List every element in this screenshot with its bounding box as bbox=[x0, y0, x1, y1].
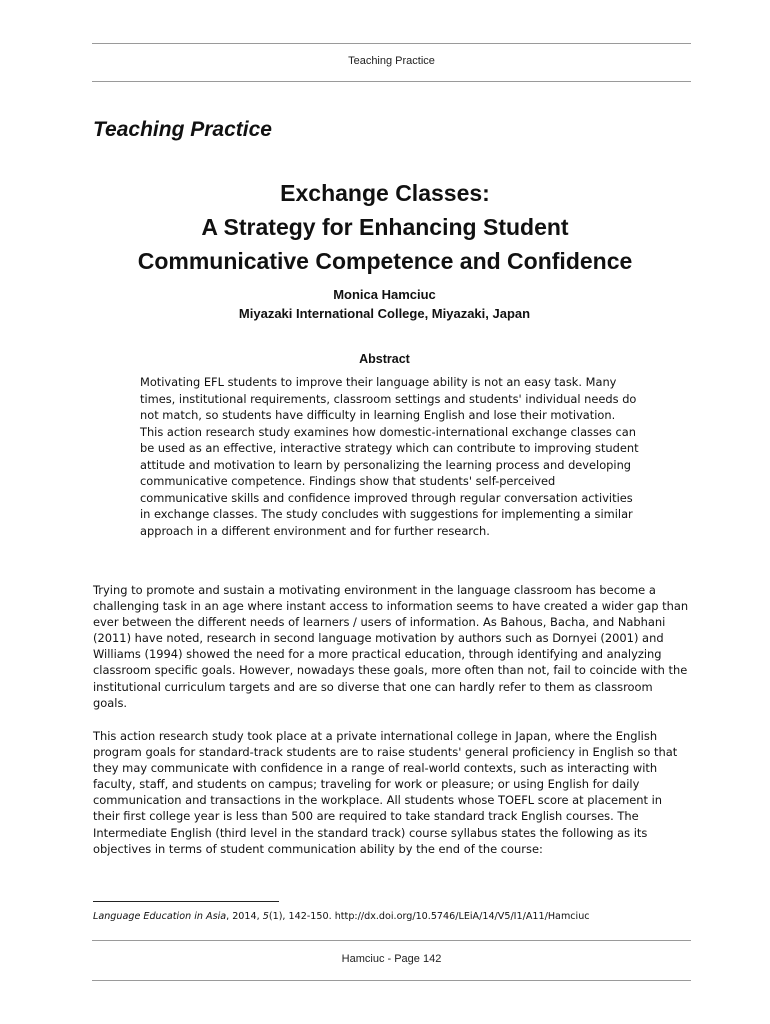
article-title bbox=[70, 176, 700, 278]
footnote-volume: 5 bbox=[262, 911, 269, 922]
title-line-2: A Strategy for Enhancing Student bbox=[201, 214, 569, 240]
journal-name: Language Education in Asia bbox=[93, 911, 227, 922]
footer-top-rule bbox=[92, 940, 691, 941]
citation-footnote bbox=[93, 911, 689, 922]
title-line-3: Communicative Competence and Confidence bbox=[137, 248, 633, 274]
author-name: Monica Hamciuc bbox=[333, 287, 436, 302]
footer-bottom-rule bbox=[92, 980, 691, 981]
page-footer: Hamciuc - Page 142 bbox=[341, 953, 442, 965]
header-bottom-rule bbox=[92, 81, 691, 82]
body-paragraph-1: Trying to promote and sustain a motivating environment in the language classroom has become a challenging task in an age where instant access to information seems to have created a wider gap than ever between the different needs of learners / users of information. As Bahous, Bacha, and Nabhani (2011) have noted, research in second language motivation by authors such as Dornyei (2001) and Williams (1994) showed the need for a more practical education, through identifying and analyzing classroom specific goals. However, nowadays these goals, more often than not, fail to coincide with the institutional curriculum targets and are so diverse that one can hardly refer to them as classroom goals. bbox=[93, 583, 689, 710]
footnote-doi: (1), 142-150. http://dx.doi.org/10.5746/LEiA/14/V5/I1/A11/Hamciuc bbox=[268, 911, 590, 922]
author-block bbox=[92, 285, 677, 323]
abstract-heading: Abstract bbox=[359, 352, 410, 366]
running-header: Teaching Practice bbox=[348, 55, 435, 67]
title-line-1: Exchange Classes: bbox=[280, 180, 490, 206]
abstract-text: Motivating EFL students to improve their language ability is not an easy task. Many times, institutional requirements, classroom settings and students' individual needs do not match, so students have difficulty in learning English and lose their motivation. This action research study examines how domestic-international exchange classes can be used as an effective, interactive strategy which can contribute to improving student attitude and motivation to learn by personalizing the learning process and developing communicative competence. Findings show that students' self-perceived communicative skills and confidence improved through regular conversation activities in exchange classes. The study concludes with suggestions for implementing a similar approach in a different environment and for further research. bbox=[140, 375, 639, 538]
author-affiliation: Miyazaki International College, Miyazaki, Japan bbox=[238, 306, 531, 321]
header-top-rule bbox=[92, 43, 691, 44]
footnote-rule bbox=[93, 901, 279, 902]
body-paragraph-2: This action research study took place at a private international college in Japan, where the English program goals for standard-track students are to raise students' general proficiency in English so that they may communicate with confidence in a range of real-world contexts, such as interacting with faculty, staff, and students on campus; traveling for work or pleasure; or using English for daily communication and transactions in the workplace. All students whose TOEFL score at placement in their first college year is less than 500 are required to take standard track English courses. The Intermediate English (third level in the standard track) course syllabus states the following as its objectives in terms of student communication ability by the end of the course: bbox=[93, 729, 678, 856]
footnote-year: , 2014, bbox=[226, 911, 263, 922]
section-label: Teaching Practice bbox=[93, 118, 272, 141]
